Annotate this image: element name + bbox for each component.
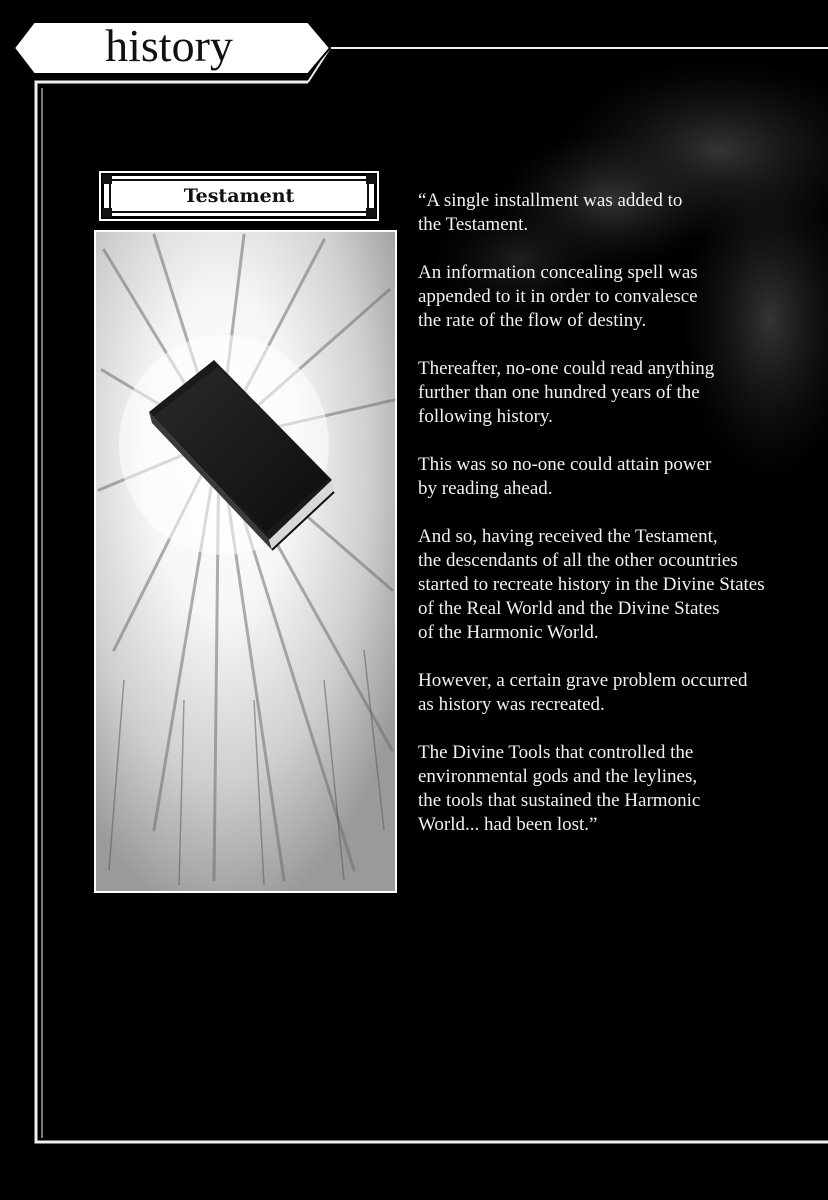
paragraph: This was so no-one could attain power by reading ahead.	[418, 454, 712, 499]
paragraph: The Divine Tools that controlled the environmental gods and the leylines, the tools that sustained the Harmonic World... had been lost.”	[418, 742, 701, 835]
paragraph: However, a certain grave problem occurred as history was recreated.	[418, 670, 748, 715]
paragraph: Thereafter, no-one could read anything further than one hundred years of the following history.	[418, 358, 715, 427]
page-title: history	[105, 20, 233, 71]
figure-caption: Testament	[183, 185, 295, 207]
paragraph: “A single installment was added to the Testament.	[418, 190, 683, 235]
article-body	[418, 189, 818, 861]
paragraph: An information concealing spell was appended to it in order to convalesce the rate of the flow of destiny.	[418, 262, 698, 331]
paragraph: And so, having received the Testament, the descendants of all the other ocountries started to recreate history in the Divine States of the Real World and the Divine States of the Harmonic World.	[418, 526, 765, 643]
book-illustration	[94, 230, 397, 893]
